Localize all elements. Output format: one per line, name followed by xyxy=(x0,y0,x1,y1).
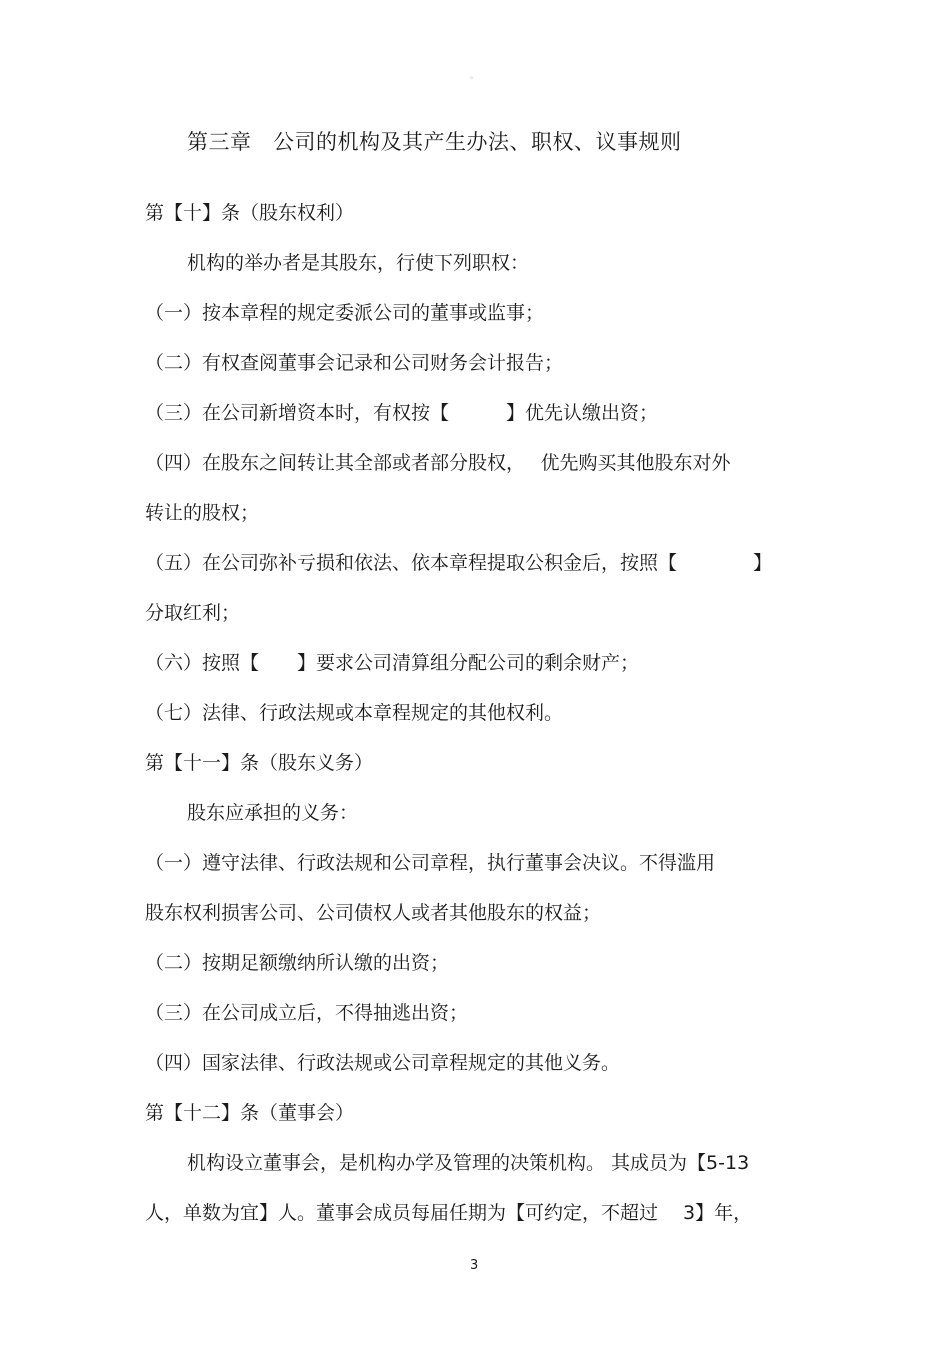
paragraph-line: 转让的股权； xyxy=(145,502,260,524)
paragraph-line: 机构的举办者是其股东，行使下列职权： xyxy=(187,252,530,274)
article-10-heading: 第【十】条（股东权利） xyxy=(145,202,355,224)
paragraph-line: （二）按期足额缴纳所认缴的出资； xyxy=(145,952,450,974)
chapter-title: 第三章 公司的机构及其产生办法、职权、议事规则 xyxy=(187,130,682,154)
paragraph-line: （一）遵守法律、行政法规和公司章程，执行董事会决议。不得滥用 xyxy=(145,852,716,874)
paragraph-line: （三）在公司成立后，不得抽逃出资； xyxy=(145,1002,469,1024)
paragraph-line: （五）在公司弥补亏损和依法、依本章程提取公积金后，按照【 】 xyxy=(145,552,773,574)
paragraph-line: （二）有权查阅董事会记录和公司财务会计报告； xyxy=(145,352,564,374)
article-11-heading: 第【十一】条（股东义务） xyxy=(145,752,374,774)
page-number: 3 xyxy=(470,1258,479,1273)
article-12-heading: 第【十二】条（董事会） xyxy=(145,1102,355,1124)
header-mark: 。 xyxy=(470,71,478,80)
paragraph-line: 人，单数为宜】人。董事会成员每届任期为【可约定，不超过 3】年， xyxy=(145,1202,753,1224)
paragraph-line: 分取红利； xyxy=(145,602,241,624)
paragraph-line: （六）按照【 】要求公司清算组分配公司的剩余财产； xyxy=(145,652,640,674)
paragraph-line: 股东权利损害公司、公司债权人或者其他股东的权益； xyxy=(145,902,602,924)
paragraph-line: （四）在股东之间转让其全部或者部分股权， 优先购买其他股东对外 xyxy=(145,452,731,474)
paragraph-line: 机构设立董事会，是机构办学及管理的决策机构。 其成员为【5-13 xyxy=(187,1152,750,1174)
paragraph-line: （四）国家法律、行政法规或公司章程规定的其他义务。 xyxy=(145,1052,621,1074)
paragraph-line: （一）按本章程的规定委派公司的董事或监事； xyxy=(145,302,545,324)
paragraph-line: 股东应承担的义务： xyxy=(187,802,359,824)
paragraph-line: （七）法律、行政法规或本章程规定的其他权利。 xyxy=(145,702,564,724)
paragraph-line: （三）在公司新增资本时，有权按【 】优先认缴出资； xyxy=(145,402,659,424)
